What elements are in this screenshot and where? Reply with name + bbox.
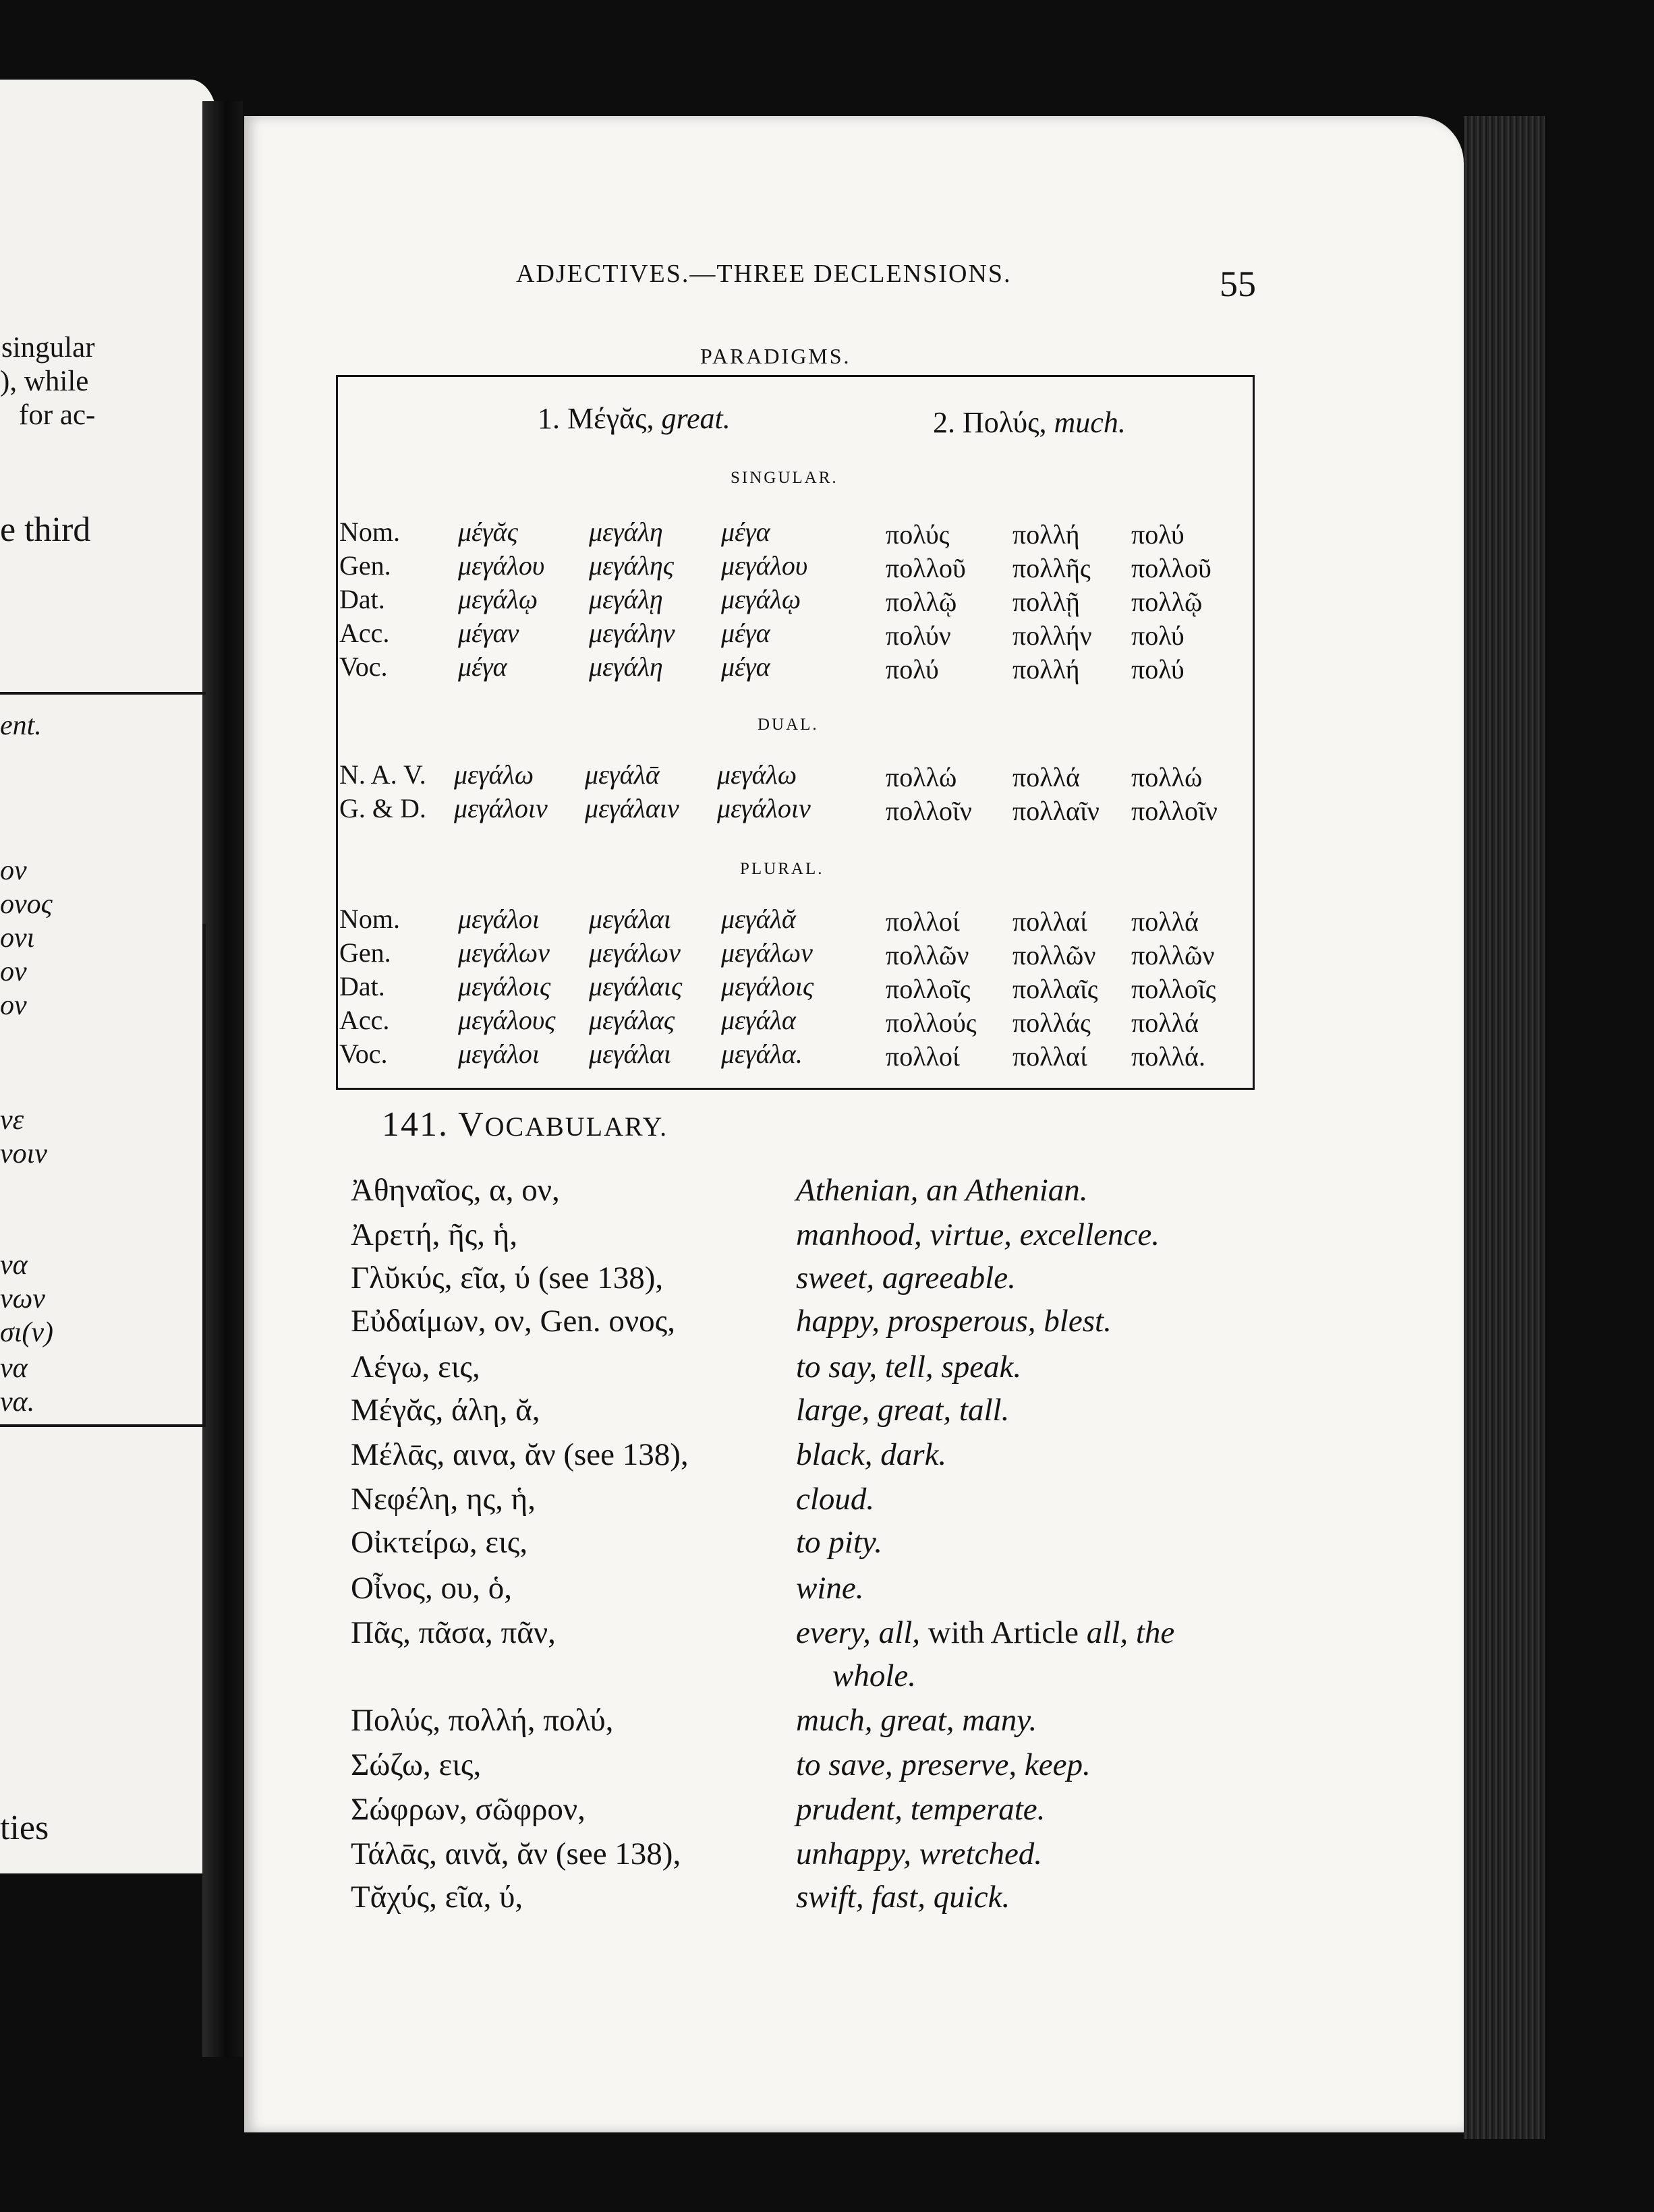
paradigm-form: μεγάλω [454, 759, 534, 790]
facing-line: ον [0, 956, 27, 987]
vocab-greek: Ἀθηναῖος, α, ον, [351, 1173, 560, 1208]
paradigm-form: μεγάλου [458, 550, 545, 581]
paradigm-form: πολύ [1131, 620, 1185, 651]
case-label: Gen. [339, 550, 391, 581]
vocab-greek: Νεφέλη, ης, ἡ, [351, 1482, 536, 1517]
vocab-english-continued: whole. [832, 1658, 917, 1693]
facing-line: ον [0, 990, 27, 1021]
vocab-english: to save, preserve, keep. [796, 1747, 1091, 1782]
paradigm-form: πολλοί [886, 1041, 960, 1072]
paradigm-form: πολλαῖν [1013, 796, 1100, 826]
case-label: G. & D. [339, 793, 426, 823]
paradigm-form: πολλά. [1131, 1041, 1205, 1072]
case-label: Nom. [339, 904, 400, 934]
vocab-greek: Οἶνος, ου, ὁ, [351, 1571, 512, 1606]
vocab-greek: Ἀρετή, ῆς, ἡ, [351, 1217, 518, 1252]
facing-line: να. [0, 1387, 35, 1418]
facing-line: ονος [0, 889, 53, 920]
paradigms-heading: PARADIGMS. [700, 344, 851, 368]
paradigm-form: πολλά [1131, 906, 1199, 937]
paradigm-form: πολλώ [886, 762, 957, 792]
number-label-plural: PLURAL. [740, 860, 824, 878]
paradigm-form: μεγάλοις [458, 971, 551, 1001]
vocab-greek: Σώζω, εις, [351, 1747, 482, 1782]
paradigm-form: πολλῆς [1013, 553, 1091, 583]
vocab-english: to say, tell, speak. [796, 1349, 1022, 1385]
page-edges [1464, 116, 1545, 2139]
paradigm-form: πολλῶν [1131, 940, 1215, 970]
column-header-megas: 1. Μέγᾰς, great. [538, 402, 731, 435]
case-label: Dat. [339, 971, 385, 1001]
facing-line: ον [0, 855, 27, 886]
paradigm-form: μεγάλα. [721, 1039, 803, 1069]
vocab-english: cloud. [796, 1482, 875, 1517]
paradigm-form: μέγαν [458, 618, 519, 648]
case-label: Acc. [339, 618, 390, 648]
vocab-english: wine. [796, 1571, 864, 1606]
facing-line: for ac- [19, 399, 96, 431]
paradigm-form: μεγάλῳ [721, 584, 801, 614]
paradigm-form: πολλῷ [1131, 587, 1203, 617]
vocab-greek: Πολύς, πολλή, πολύ, [351, 1703, 614, 1738]
paradigm-form: πολλαί [1013, 906, 1087, 937]
paradigm-form: πολλούς [886, 1008, 977, 1038]
paradigm-form: μεγάλαι [589, 904, 672, 934]
paradigm-form: πολλοῖν [1131, 796, 1218, 826]
vocab-english: manhood, virtue, excellence. [796, 1217, 1160, 1252]
case-label: Voc. [339, 651, 388, 682]
page-number: 55 [1220, 264, 1256, 304]
paradigm-form: πολλήν [1013, 620, 1092, 651]
facing-line: singular [1, 332, 95, 363]
paradigm-form: μεγάλης [589, 550, 674, 581]
paradigm-form: πολλοί [886, 906, 960, 937]
paradigm-form: πολύ [1131, 654, 1185, 685]
paradigm-form: πολύς [886, 519, 950, 550]
paradigm-form: πολλή [1013, 654, 1080, 685]
facing-box-edge [202, 924, 206, 1426]
paradigm-form: πολλοῦ [1131, 553, 1211, 583]
paradigm-form: μεγάλοι [458, 1039, 540, 1069]
facing-line: e third [0, 511, 91, 549]
paradigm-form: μέγᾰς [458, 517, 518, 547]
facing-line: ties [0, 1809, 49, 1847]
paradigm-form: πολύν [886, 620, 951, 651]
book-gutter [202, 101, 243, 2057]
vocab-english: sweet, agreeable. [796, 1260, 1016, 1296]
vocabulary-heading: 141. VOCABULARY. [382, 1105, 668, 1144]
paradigm-form: μεγάλου [721, 550, 808, 581]
paradigm-form: πολλῶν [1013, 940, 1096, 970]
paradigm-table [336, 375, 1255, 1090]
vocab-english: Athenian, an Athenian. [796, 1173, 1088, 1208]
paradigm-form: μεγάλη [589, 651, 663, 682]
paradigm-form: μεγάλοις [721, 971, 814, 1001]
facing-line: ), while [0, 366, 89, 397]
paradigm-form: μέγα [721, 618, 770, 648]
paradigm-form: μεγάλοιν [454, 793, 548, 823]
case-label: Gen. [339, 937, 391, 968]
vocab-greek: Οἰκτείρω, εις, [351, 1525, 528, 1560]
paradigm-form: μεγάλας [589, 1005, 675, 1035]
paradigm-form: πολλαῖς [1013, 974, 1098, 1004]
paradigm-form: μεγάλᾱ [585, 759, 660, 790]
vocab-english: swift, fast, quick. [796, 1880, 1010, 1915]
paradigm-form: μέγα [458, 651, 507, 682]
paradigm-form: πολλά [1013, 762, 1080, 792]
paradigm-form: μέγα [721, 651, 770, 682]
paradigm-form: μεγάλους [458, 1005, 556, 1035]
paradigm-form: μεγάλα [721, 1005, 796, 1035]
vocab-greek: Μέλᾱς, αινα, ᾰν (see 138), [351, 1437, 689, 1472]
facing-box-edge [0, 692, 206, 695]
paradigm-form: πολύ [1131, 519, 1185, 550]
paradigm-form: πολλή [1013, 519, 1080, 550]
paradigm-form: μεγάλη [589, 517, 663, 547]
case-label: Nom. [339, 517, 400, 547]
paradigm-form: πολλῶν [886, 940, 969, 970]
case-label: Voc. [339, 1039, 388, 1069]
paradigm-form: πολλαί [1013, 1041, 1087, 1072]
paradigm-form: μεγάλοιν [717, 793, 811, 823]
facing-line: να [0, 1250, 28, 1281]
vocab-english: large, great, tall. [796, 1393, 1010, 1428]
paradigm-form: μεγάλων [458, 937, 550, 968]
vocab-english: happy, prosperous, blest. [796, 1304, 1112, 1339]
facing-line: να [0, 1353, 28, 1384]
vocab-greek: Σώφρων, σῶφρον, [351, 1792, 586, 1827]
facing-line: νε [0, 1105, 24, 1136]
facing-line: νων [0, 1283, 45, 1314]
paradigm-form: πολλοῦ [886, 553, 966, 583]
paradigm-form: μεγάλαιν [585, 793, 679, 823]
vocab-english: every, all, with Article all, the [796, 1615, 1175, 1650]
paradigm-form: πολλῷ [886, 587, 957, 617]
paradigm-form: μεγάλοι [458, 904, 540, 934]
paradigm-form: μεγάλω [717, 759, 797, 790]
paradigm-form: μεγάλην [589, 618, 675, 648]
number-label-singular: SINGULAR. [731, 469, 838, 487]
vocab-greek: Λέγω, εις, [351, 1349, 480, 1385]
facing-line: νοιν [0, 1138, 47, 1169]
paradigm-form: μέγα [721, 517, 770, 547]
column-header-polys: 2. Πολύς, much. [933, 406, 1126, 439]
vocab-greek: Τᾰχύς, εῖα, ύ, [351, 1880, 523, 1915]
paradigm-form: μεγάλων [589, 937, 681, 968]
number-label-dual: DUAL. [758, 716, 819, 734]
running-head-title: ADJECTIVES.—THREE DECLENSIONS. [516, 260, 1012, 288]
vocab-english: to pity. [796, 1525, 882, 1560]
vocab-greek: Πᾶς, πᾶσα, πᾶν, [351, 1615, 556, 1650]
facing-line: ent. [0, 710, 42, 741]
paradigm-form: πολύ [886, 654, 939, 685]
vocab-english: prudent, temperate. [796, 1792, 1046, 1827]
paradigm-form: μεγάλαι [589, 1039, 672, 1069]
paradigm-form: πολλοῖς [1131, 974, 1216, 1004]
paradigm-form: πολλῇ [1013, 587, 1080, 617]
vocab-greek: Μέγᾰς, άλη, ᾰ, [351, 1393, 540, 1428]
facing-line: ονι [0, 923, 35, 954]
paradigm-form: μεγάλων [721, 937, 813, 968]
facing-line: σι(ν) [0, 1317, 53, 1348]
vocab-english: much, great, many. [796, 1703, 1037, 1738]
paradigm-form: πολλοῖν [886, 796, 972, 826]
paradigm-form: μεγάλᾰ [721, 904, 796, 934]
paradigm-form: πολλά [1131, 1008, 1199, 1038]
vocab-english: black, dark. [796, 1437, 947, 1472]
vocab-greek: Τάλᾱς, αινᾰ, ᾰν (see 138), [351, 1836, 681, 1871]
vocab-greek: Εὐδαίμων, ον, Gen. ονος, [351, 1304, 675, 1339]
paradigm-form: μεγάλῃ [589, 584, 663, 614]
case-label: Dat. [339, 584, 385, 614]
paradigm-form: πολλοῖς [886, 974, 971, 1004]
vocab-greek: Γλῠκύς, εῖα, ύ (see 138), [351, 1260, 664, 1296]
paradigm-form: πολλάς [1013, 1008, 1091, 1038]
vocab-english: unhappy, wretched. [796, 1836, 1043, 1871]
case-label: Acc. [339, 1005, 390, 1035]
paradigm-form: μεγάλῳ [458, 584, 538, 614]
case-label: N. A. V. [339, 759, 426, 790]
facing-box-edge [0, 1424, 206, 1427]
paradigm-form: μεγάλαις [589, 971, 683, 1001]
paradigm-form: πολλώ [1131, 762, 1203, 792]
